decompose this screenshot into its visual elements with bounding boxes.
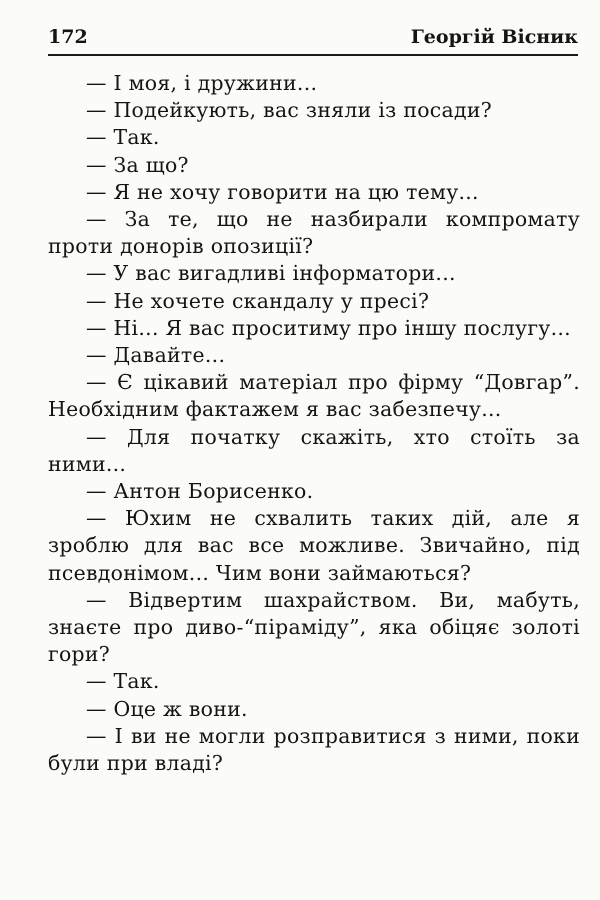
dialogue-line: — У вас вигадливі інформатори...	[86, 261, 456, 286]
page-header	[48, 22, 578, 56]
dialogue-line: — Для початку скажіть, хто стоїть за ними...	[48, 424, 580, 476]
dialogue-line: — Не хочете скандалу у пресі?	[86, 288, 430, 313]
dialogue-line: — Є цікавий матеріал про фірму “Довгар”. Необхідним фактажем я вас забезпечу...	[48, 370, 580, 422]
dialogue-line: — Подейкують, вас зняли із посади?	[86, 98, 492, 123]
dialogue-line: — Давайте...	[86, 343, 226, 368]
dialogue-line: — Відвертим шахрайством. Ви, мабуть, знаєте про диво-“піраміду”, яка обіцяє золоті гори?	[48, 587, 580, 667]
dialogue-line: — І моя, і дружини...	[86, 71, 318, 95]
body-text	[48, 70, 580, 777]
dialogue-line: — Так.	[86, 125, 160, 150]
dialogue-line: — І ви не могли розправитися з ними, поки були при владі?	[48, 723, 580, 776]
running-head-author: Георгій Вісник	[410, 26, 578, 48]
dialogue-line: — Я не хочу говорити на цю тему...	[86, 179, 479, 204]
dialogue-line: — Так.	[86, 669, 160, 694]
dialogue-line: — Антон Борисенко.	[86, 479, 314, 504]
dialogue-line: — За що?	[86, 152, 189, 177]
page-number: 172	[48, 26, 88, 48]
dialogue-line: — Оце ж вони.	[86, 696, 248, 721]
dialogue-line: — Ні... Я вас проситиму про іншу послугу...	[86, 315, 571, 340]
dialogue-line: — Юхим не схвалить таких дій, але я зроблю для вас все можливе. Звичайно, під псевдонімом... Чим вони займаються?	[48, 506, 580, 585]
dialogue-line: — За те, що не назбирали компромату проти донорів опозиції?	[48, 207, 580, 259]
